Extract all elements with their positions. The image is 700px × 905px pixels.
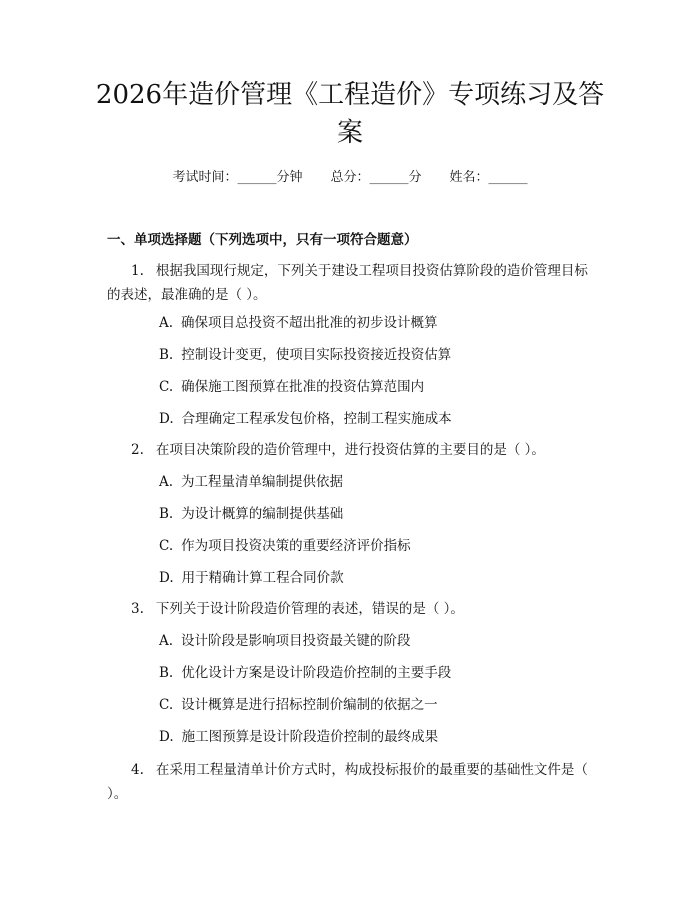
page-title: 2026年造价管理《工程造价》专项练习及答案 (95, 80, 605, 148)
question-3-option-d (159, 727, 599, 747)
question-3-option-c (159, 695, 599, 715)
option-text: 施工图预算是设计阶段造价控制的最终成果 (181, 729, 439, 745)
question-number: 1. (131, 263, 144, 279)
option-letter: D. (159, 570, 174, 586)
question-text: 在采用工程量清单计价方式时，构成投标报价的最重要的基础性文件是（ ）。 (107, 762, 588, 802)
question-number: 4. (131, 762, 144, 778)
question-3 (107, 597, 597, 621)
name-label: 姓名：______ (449, 170, 528, 185)
option-text: 确保项目总投资不超出批准的初步设计概算 (181, 315, 438, 331)
option-letter: A. (159, 315, 174, 331)
question-number: 3. (131, 601, 144, 617)
option-text: 优化设计方案是设计阶段造价控制的主要手段 (181, 665, 452, 681)
exam-time-label: 考试时间：______分钟 (172, 170, 303, 185)
question-2 (107, 438, 597, 462)
total-score-label: 总分：______分 (330, 170, 422, 185)
question-1-option-d (159, 409, 599, 429)
option-text: 确保施工图预算在批准的投资估算范围内 (181, 379, 425, 395)
option-letter: B. (159, 506, 174, 522)
option-letter: A. (159, 474, 174, 490)
option-letter: B. (159, 665, 174, 681)
question-3-option-b (159, 663, 599, 683)
option-text: 控制设计变更，使项目实际投资接近投资估算 (181, 347, 452, 363)
question-2-option-c (159, 536, 599, 556)
question-text: 下列关于设计阶段造价管理的表述，错误的是（ ）。 (155, 601, 464, 617)
question-2-option-d (159, 568, 599, 588)
section-heading: 一、单项选择题（下列选项中，只有一项符合题意） (107, 232, 418, 248)
exam-meta (0, 168, 700, 188)
option-letter: D. (159, 411, 174, 427)
question-3-option-a (159, 631, 599, 651)
question-1 (107, 259, 597, 307)
question-2-option-a (159, 472, 599, 492)
option-text: 合理确定工程承发包价格，控制工程实施成本 (181, 411, 452, 427)
option-text: 为设计概算的编制提供基础 (181, 506, 344, 522)
question-2-option-b (159, 504, 599, 524)
option-letter: C. (159, 697, 174, 713)
option-text: 为工程量清单编制提供依据 (181, 474, 344, 490)
question-number: 2. (131, 442, 144, 458)
option-text: 设计阶段是影响项目投资最关键的阶段 (181, 633, 411, 649)
option-letter: A. (159, 633, 174, 649)
question-4 (107, 758, 597, 806)
option-letter: C. (159, 379, 174, 395)
option-text: 设计概算是进行招标控制价编制的依据之一 (181, 697, 438, 713)
option-text: 用于精确计算工程合同价款 (181, 570, 344, 586)
question-text: 根据我国现行规定，下列关于建设工程项目投资估算阶段的造价管理目标的表述，最准确的是（ ）。 (107, 263, 588, 303)
question-text: 在项目决策阶段的造价管理中，进行投资估算的主要目的是（ ）。 (155, 442, 545, 458)
question-1-option-a (159, 313, 599, 333)
question-1-option-b (159, 345, 599, 365)
question-1-option-c (159, 377, 599, 397)
option-letter: C. (159, 538, 174, 554)
option-letter: B. (159, 347, 174, 363)
option-letter: D. (159, 729, 174, 745)
option-text: 作为项目投资决策的重要经济评价指标 (181, 538, 411, 554)
